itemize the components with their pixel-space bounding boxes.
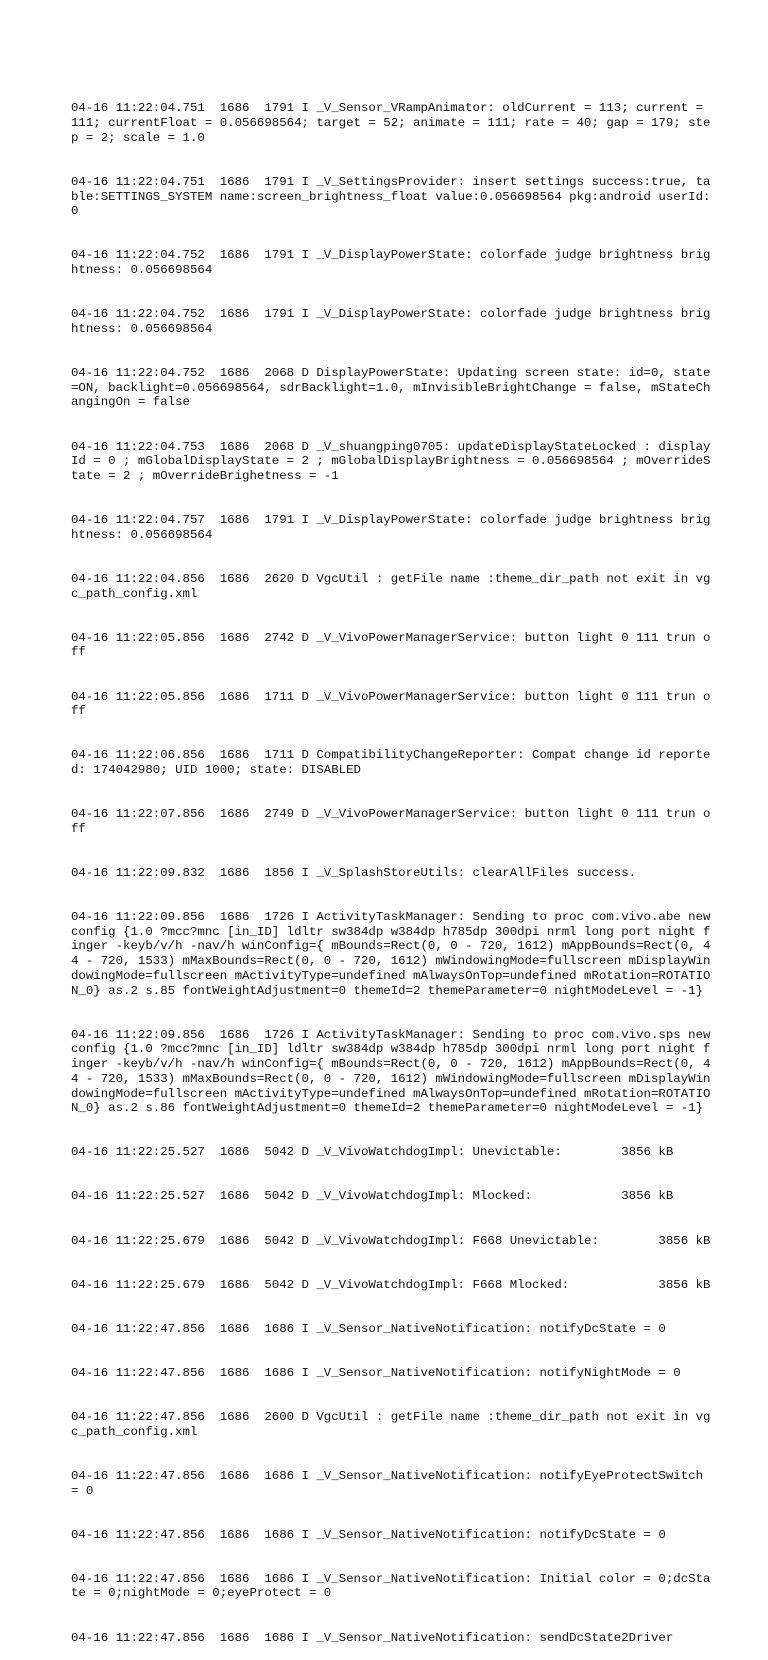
log-line: 04-16 11:22:04.757 1686 1791 I _V_DisplayPowerState: colorfade judge brightness brightness: 0.056698564 <box>71 513 711 542</box>
log-line: 04-16 11:22:47.856 1686 1686 I _V_Sensor_NativeNotification: notifyDcState = 0 <box>71 1527 666 1542</box>
log-line: 04-16 11:22:04.753 1686 2068 D _V_shuangping0705: updateDisplayStateLocked : displayId = 0 ; mGlobalDisplayState = 2 ; mGlobalDisplayBrightness = 0.056698564 ; mOverrideState = 2 ; mOverrideBrighetness = -1 <box>71 439 711 483</box>
log-line: 04-16 11:22:04.752 1686 1791 I _V_DisplayPowerState: colorfade judge brightness brightness: 0.056698564 <box>71 307 711 336</box>
log-line: 04-16 11:22:06.856 1686 1711 D CompatibilityChangeReporter: Compat change id reported: 174042980; UID 1000; state: DISABLED <box>71 748 711 778</box>
log-line: 04-16 11:22:25.679 1686 5042 D _V_VivoWatchdogImpl: F668 Mlocked: 3856 kB <box>71 1277 711 1292</box>
log-line: 04-16 11:22:25.679 1686 5042 D _V_VivoWatchdogImpl: F668 Unevictable: 3856 kB <box>71 1233 711 1248</box>
log-line: 04-16 11:22:04.751 1686 1791 I _V_SettingsProvider: insert settings success:true, table:SETTINGS_SYSTEM name:screen_brightness_float value:0.056698564 pkg:android userId:0 <box>71 174 711 219</box>
log-line: 04-16 11:22:47.856 1686 1686 I _V_Sensor_NativeNotification: notifyEyeProtectSwitch = 0 <box>71 1468 711 1498</box>
log-line: 04-16 11:22:05.856 1686 1711 D _V_VivoPowerManagerService: button light 0 111 trun off <box>71 689 711 719</box>
log-line: 04-16 11:22:47.856 1686 1686 I _V_Sensor_NativeNotification: Initial color = 0;dcState = 0;nightMode = 0;eyeProtect = 0 <box>71 1571 711 1601</box>
log-line: 04-16 11:22:04.752 1686 1791 I _V_DisplayPowerState: colorfade judge brightness brightness: 0.056698564 <box>71 248 711 278</box>
log-line: 04-16 11:22:47.856 1686 1686 I _V_Sensor_NativeNotification: sendDcState2Driver <box>71 1630 674 1645</box>
log-line: 04-16 11:22:07.856 1686 2749 D _V_VivoPowerManagerService: button light 0 111 trun off <box>71 807 711 836</box>
log-line: 04-16 11:22:25.527 1686 5042 D _V_VivoWatchdogImpl: Unevictable: 3856 kB <box>71 1145 674 1160</box>
log-line: 04-16 11:22:47.856 1686 2600 D VgcUtil : getFile name :theme_dir_path not exit in vgc_path_config.xml <box>71 1409 711 1439</box>
log-line: 04-16 11:22:09.832 1686 1856 I _V_SplashStoreUtils: clearAllFiles success. <box>71 865 637 880</box>
log-line: 04-16 11:22:04.856 1686 2620 D VgcUtil : getFile name :theme_dir_path not exit in vgc_path_config.xml <box>71 571 711 601</box>
log-line: 04-16 11:22:47.856 1686 1686 I _V_Sensor_NativeNotification: notifyNightMode = 0 <box>71 1365 681 1380</box>
log-line: 04-16 11:22:25.527 1686 5042 D _V_VivoWatchdogImpl: Mlocked: 3856 kB <box>71 1189 674 1204</box>
log-line: 04-16 11:22:09.856 1686 1726 I ActivityTaskManager: Sending to proc com.vivo.abe new config {1.0 ?mcc?mnc [in_ID] ldltr sw384dp w384dp h785dp 300dpi nrml long port night finger -keyb/v/h -nav/h winConfig={ mBounds=Rect(0, 0 - 720, 1612) mAppBounds=Rect(0, 44 - 720, 1533) mMaxBounds=Rect(0, 0 - 720, 1612) mWindowingMode=fullscreen mDisplayWindowingMode=fullscreen mActivityType=undefined mAlwaysOnTop=undefined mRotation=ROTATION_0} as.2 s.85 fontWeightAdjustment=0 themeId=2 themeParameter=0 nightModeLevel = -1} <box>71 910 718 998</box>
log-line: 04-16 11:22:47.856 1686 1686 I _V_Sensor_NativeNotification: notifyDcState = 0 <box>71 1321 666 1336</box>
log-line: 04-16 11:22:04.752 1686 2068 D DisplayPowerState: Updating screen state: id=0, state=ON, backlight=0.056698564, sdrBacklight=1.0, mInvisibleBrightChange = false, mStateChangingOn = false <box>71 366 711 410</box>
log-line: 04-16 11:22:05.856 1686 2742 D _V_VivoPowerManagerService: button light 0 111 trun off <box>71 630 711 660</box>
log-line: 04-16 11:22:09.856 1686 1726 I ActivityTaskManager: Sending to proc com.vivo.sps new config {1.0 ?mcc?mnc [in_ID] ldltr sw384dp w384dp h785dp 300dpi nrml long port night finger -keyb/v/h -nav/h winConfig={ mBounds=Rect(0, 0 - 720, 1612) mAppBounds=Rect(0, 44 - 720, 1533) mMaxBounds=Rect(0, 0 - 720, 1612) mWindowingMode=fullscreen mDisplayWindowingMode=fullscreen mActivityType=undefined mAlwaysOnTop=undefined mRotation=ROTATION_0} as.2 s.86 fontWeightAdjustment=0 themeId=2 themeParameter=0 nightModeLevel = -1} <box>71 1027 718 1116</box>
log-line: 04-16 11:22:04.751 1686 1791 I _V_Sensor_VRampAnimator: oldCurrent = 113; current = 111; currentFloat = 0.056698564; target = 52; animate = 111; rate = 40; gap = 179; step = 2; scale = 1.0 <box>71 101 711 145</box>
log-document <box>71 72 718 1660</box>
